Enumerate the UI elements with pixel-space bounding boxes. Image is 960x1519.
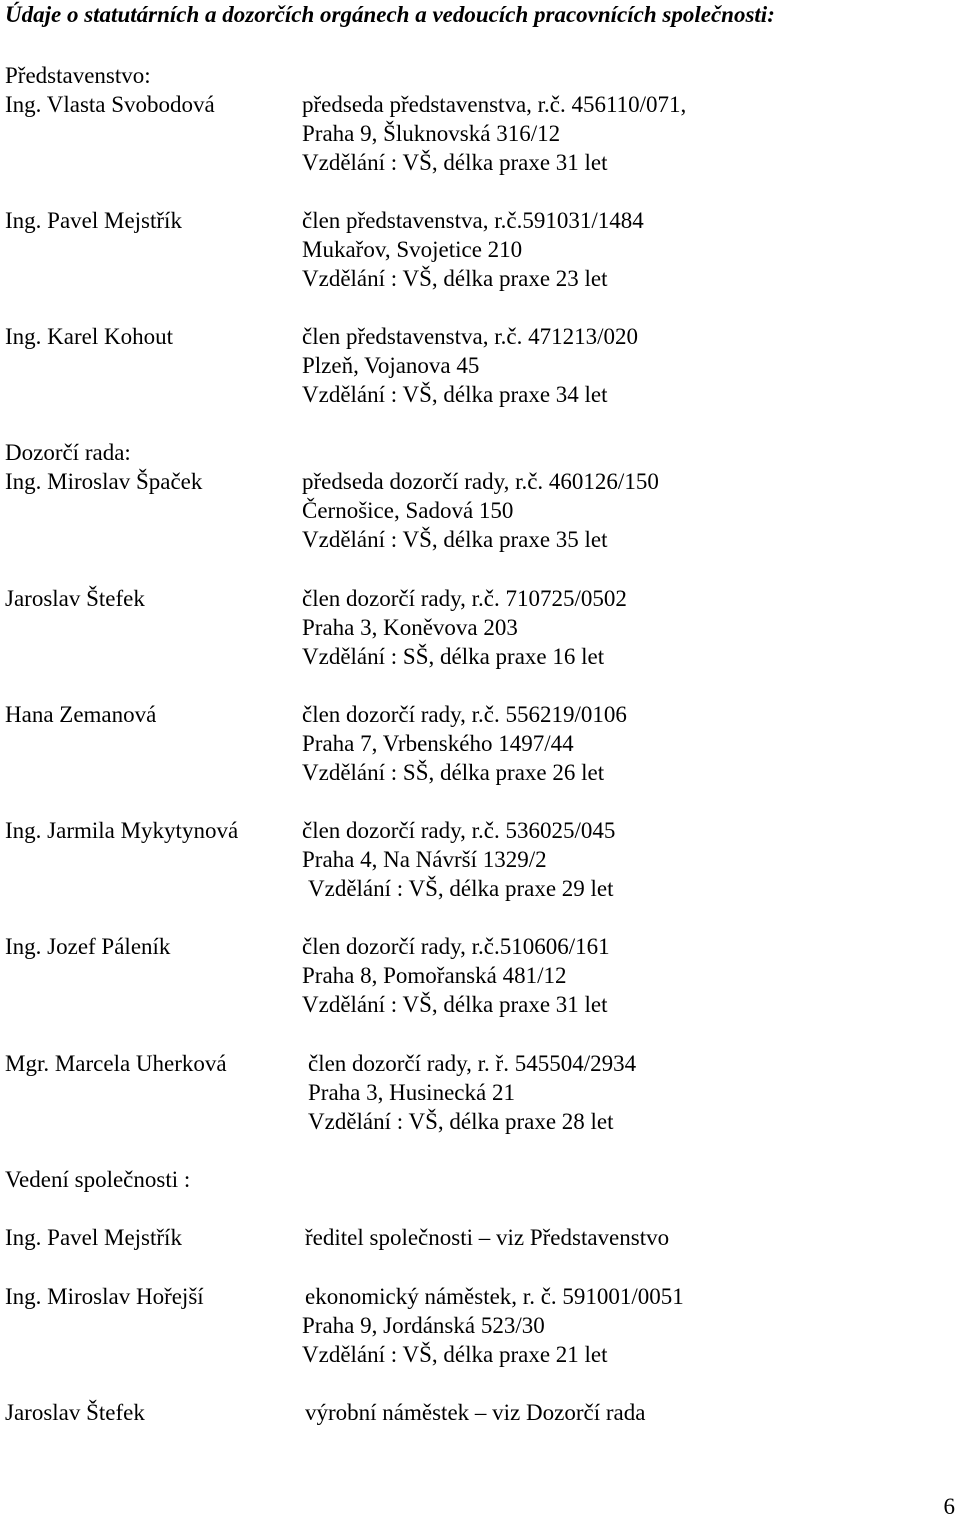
- supervisory-member-address: Praha 7, Vrbenského 1497/44: [302, 731, 574, 756]
- board-member-role: předseda představenstva, r.č. 456110/071,: [302, 92, 687, 117]
- supervisory-member-education: Vzdělání : VŠ, délka praxe 31 let: [302, 992, 608, 1017]
- supervisory-member-role: člen dozorčí rady, r.č. 536025/045: [302, 818, 616, 843]
- management-member-name: Ing. Miroslav Hořejší: [5, 1284, 204, 1309]
- board-member-education: Vzdělání : VŠ, délka praxe 23 let: [302, 266, 608, 291]
- board-member-role: člen představenstva, r.č.591031/1484: [302, 208, 644, 233]
- section-title-management: Vedení společnosti :: [5, 1167, 191, 1192]
- management-member-education: Vzdělání : VŠ, délka praxe 21 let: [302, 1342, 608, 1367]
- board-member-name: Ing. Vlasta Svobodová: [5, 92, 215, 117]
- management-member-name: Ing. Pavel Mejstřík: [5, 1225, 182, 1250]
- section-title-supervisory: Dozorčí rada:: [5, 440, 131, 465]
- supervisory-member-education: Vzdělání : VŠ, délka praxe 29 let: [308, 876, 614, 901]
- supervisory-member-education: Vzdělání : VŠ, délka praxe 28 let: [308, 1109, 614, 1134]
- section-title-board: Představenstvo:: [5, 63, 151, 88]
- board-member-address: Plzeň, Vojanova 45: [302, 353, 480, 378]
- supervisory-member-address: Praha 3, Koněvova 203: [302, 615, 518, 640]
- board-member-education: Vzdělání : VŠ, délka praxe 34 let: [302, 382, 608, 407]
- management-member-role: výrobní náměstek – viz Dozorčí rada: [305, 1400, 646, 1425]
- supervisory-member-education: Vzdělání : SŠ, délka praxe 26 let: [302, 760, 605, 785]
- board-member-name: Ing. Karel Kohout: [5, 324, 173, 349]
- document-heading: Údaje o statutárních a dozorčích orgánech a vedoucích pracovnících společnosti:: [5, 2, 775, 27]
- management-member-address: Praha 9, Jordánská 523/30: [302, 1313, 545, 1338]
- supervisory-member-name: Hana Zemanová: [5, 702, 157, 727]
- management-member-role: ekonomický náměstek, r. č. 591001/0051: [305, 1284, 684, 1309]
- supervisory-member-role: člen dozorčí rady, r. ř. 545504/2934: [308, 1051, 637, 1076]
- board-member-role: člen představenstva, r.č. 471213/020: [302, 324, 638, 349]
- supervisory-member-name: Ing. Miroslav Špaček: [5, 469, 203, 494]
- board-member-address: Praha 9, Šluknovská 316/12: [302, 121, 561, 146]
- page-number: 6: [943, 1494, 955, 1519]
- supervisory-member-role: člen dozorčí rady, r.č. 556219/0106: [302, 702, 627, 727]
- board-member-name: Ing. Pavel Mejstřík: [5, 208, 182, 233]
- supervisory-member-education: Vzdělání : SŠ, délka praxe 16 let: [302, 644, 605, 669]
- supervisory-member-name: Ing. Jarmila Mykytynová: [5, 818, 239, 843]
- supervisory-member-address: Praha 3, Husinecká 21: [308, 1080, 515, 1105]
- management-member-name: Jaroslav Štefek: [5, 1400, 145, 1425]
- supervisory-member-role: člen dozorčí rady, r.č. 710725/0502: [302, 586, 627, 611]
- supervisory-member-name: Mgr. Marcela Uherková: [5, 1051, 227, 1076]
- board-member-address: Mukařov, Svojetice 210: [302, 237, 523, 262]
- supervisory-member-role: člen dozorčí rady, r.č.510606/161: [302, 934, 610, 959]
- supervisory-member-address: Černošice, Sadová 150: [302, 498, 514, 523]
- supervisory-member-role: předseda dozorčí rady, r.č. 460126/150: [302, 469, 659, 494]
- supervisory-member-name: Jaroslav Štefek: [5, 586, 145, 611]
- board-member-education: Vzdělání : VŠ, délka praxe 31 let: [302, 150, 608, 175]
- supervisory-member-address: Praha 8, Pomořanská 481/12: [302, 963, 567, 988]
- supervisory-member-education: Vzdělání : VŠ, délka praxe 35 let: [302, 527, 608, 552]
- supervisory-member-name: Ing. Jozef Páleník: [5, 934, 171, 959]
- supervisory-member-address: Praha 4, Na Návrší 1329/2: [302, 847, 547, 872]
- management-member-role: ředitel společnosti – viz Představenstvo: [305, 1225, 670, 1250]
